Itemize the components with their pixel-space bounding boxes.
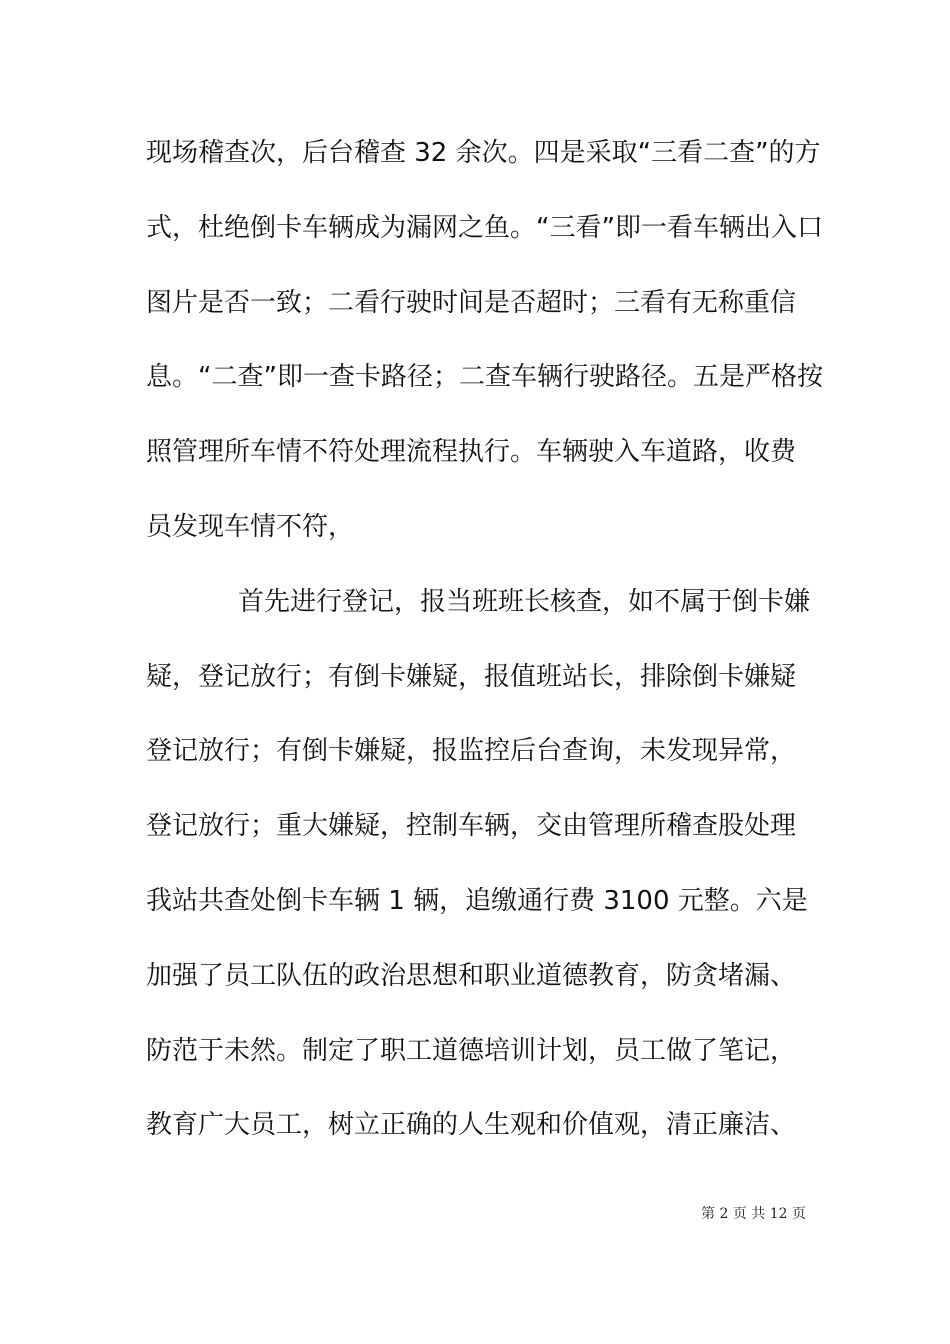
text-line-9: 登记放行；有倒卡嫌疑，报监控后台查询，未发现异常， <box>146 736 797 767</box>
text-line-2: 式，杜绝倒卡车辆成为漏网之鱼。“三看”即一看车辆出入口 <box>146 212 823 243</box>
text-line-14: 教育广大员工，树立正确的人生观和价值观，清正廉洁、 <box>146 1110 797 1141</box>
paragraph-indented-line: 首先进行登记，报当班班长核查，如不属于倒卡嫌 <box>238 586 811 617</box>
text-line-12: 加强了员工队伍的政治思想和职业道德教育，防贪堵漏、 <box>146 960 797 991</box>
text-line-1: 现场稽查次，后台稽查 32 余次。四是采取“三看二查”的方 <box>146 138 821 168</box>
body-text <box>146 125 823 1172</box>
text-line-6: 员发现车情不符， <box>146 511 355 542</box>
text-line-5: 照管理所车情不符处理流程执行。车辆驶入车道路，收费 <box>146 437 797 468</box>
page-number-footer: 第 2 页 共 12 页 <box>701 1206 806 1222</box>
text-line-4: 息。“二查”即一查卡路径；二查车辆行驶路径。五是严格按 <box>146 362 823 393</box>
text-line-8: 疑，登记放行；有倒卡嫌疑，报值班站长，排除倒卡嫌疑 <box>146 661 797 692</box>
text-line-11: 我站共查处倒卡车辆 1 辆，追缴通行费 3100 元整。六是 <box>146 885 808 916</box>
text-line-3: 图片是否一致；二看行驶时间是否超时；三看有无称重信 <box>146 287 797 318</box>
text-line-13: 防范于未然。制定了职工道德培训计划，员工做了笔记， <box>146 1035 797 1066</box>
text-line-10: 登记放行；重大嫌疑，控制车辆，交由管理所稽查股处理 <box>146 811 797 842</box>
